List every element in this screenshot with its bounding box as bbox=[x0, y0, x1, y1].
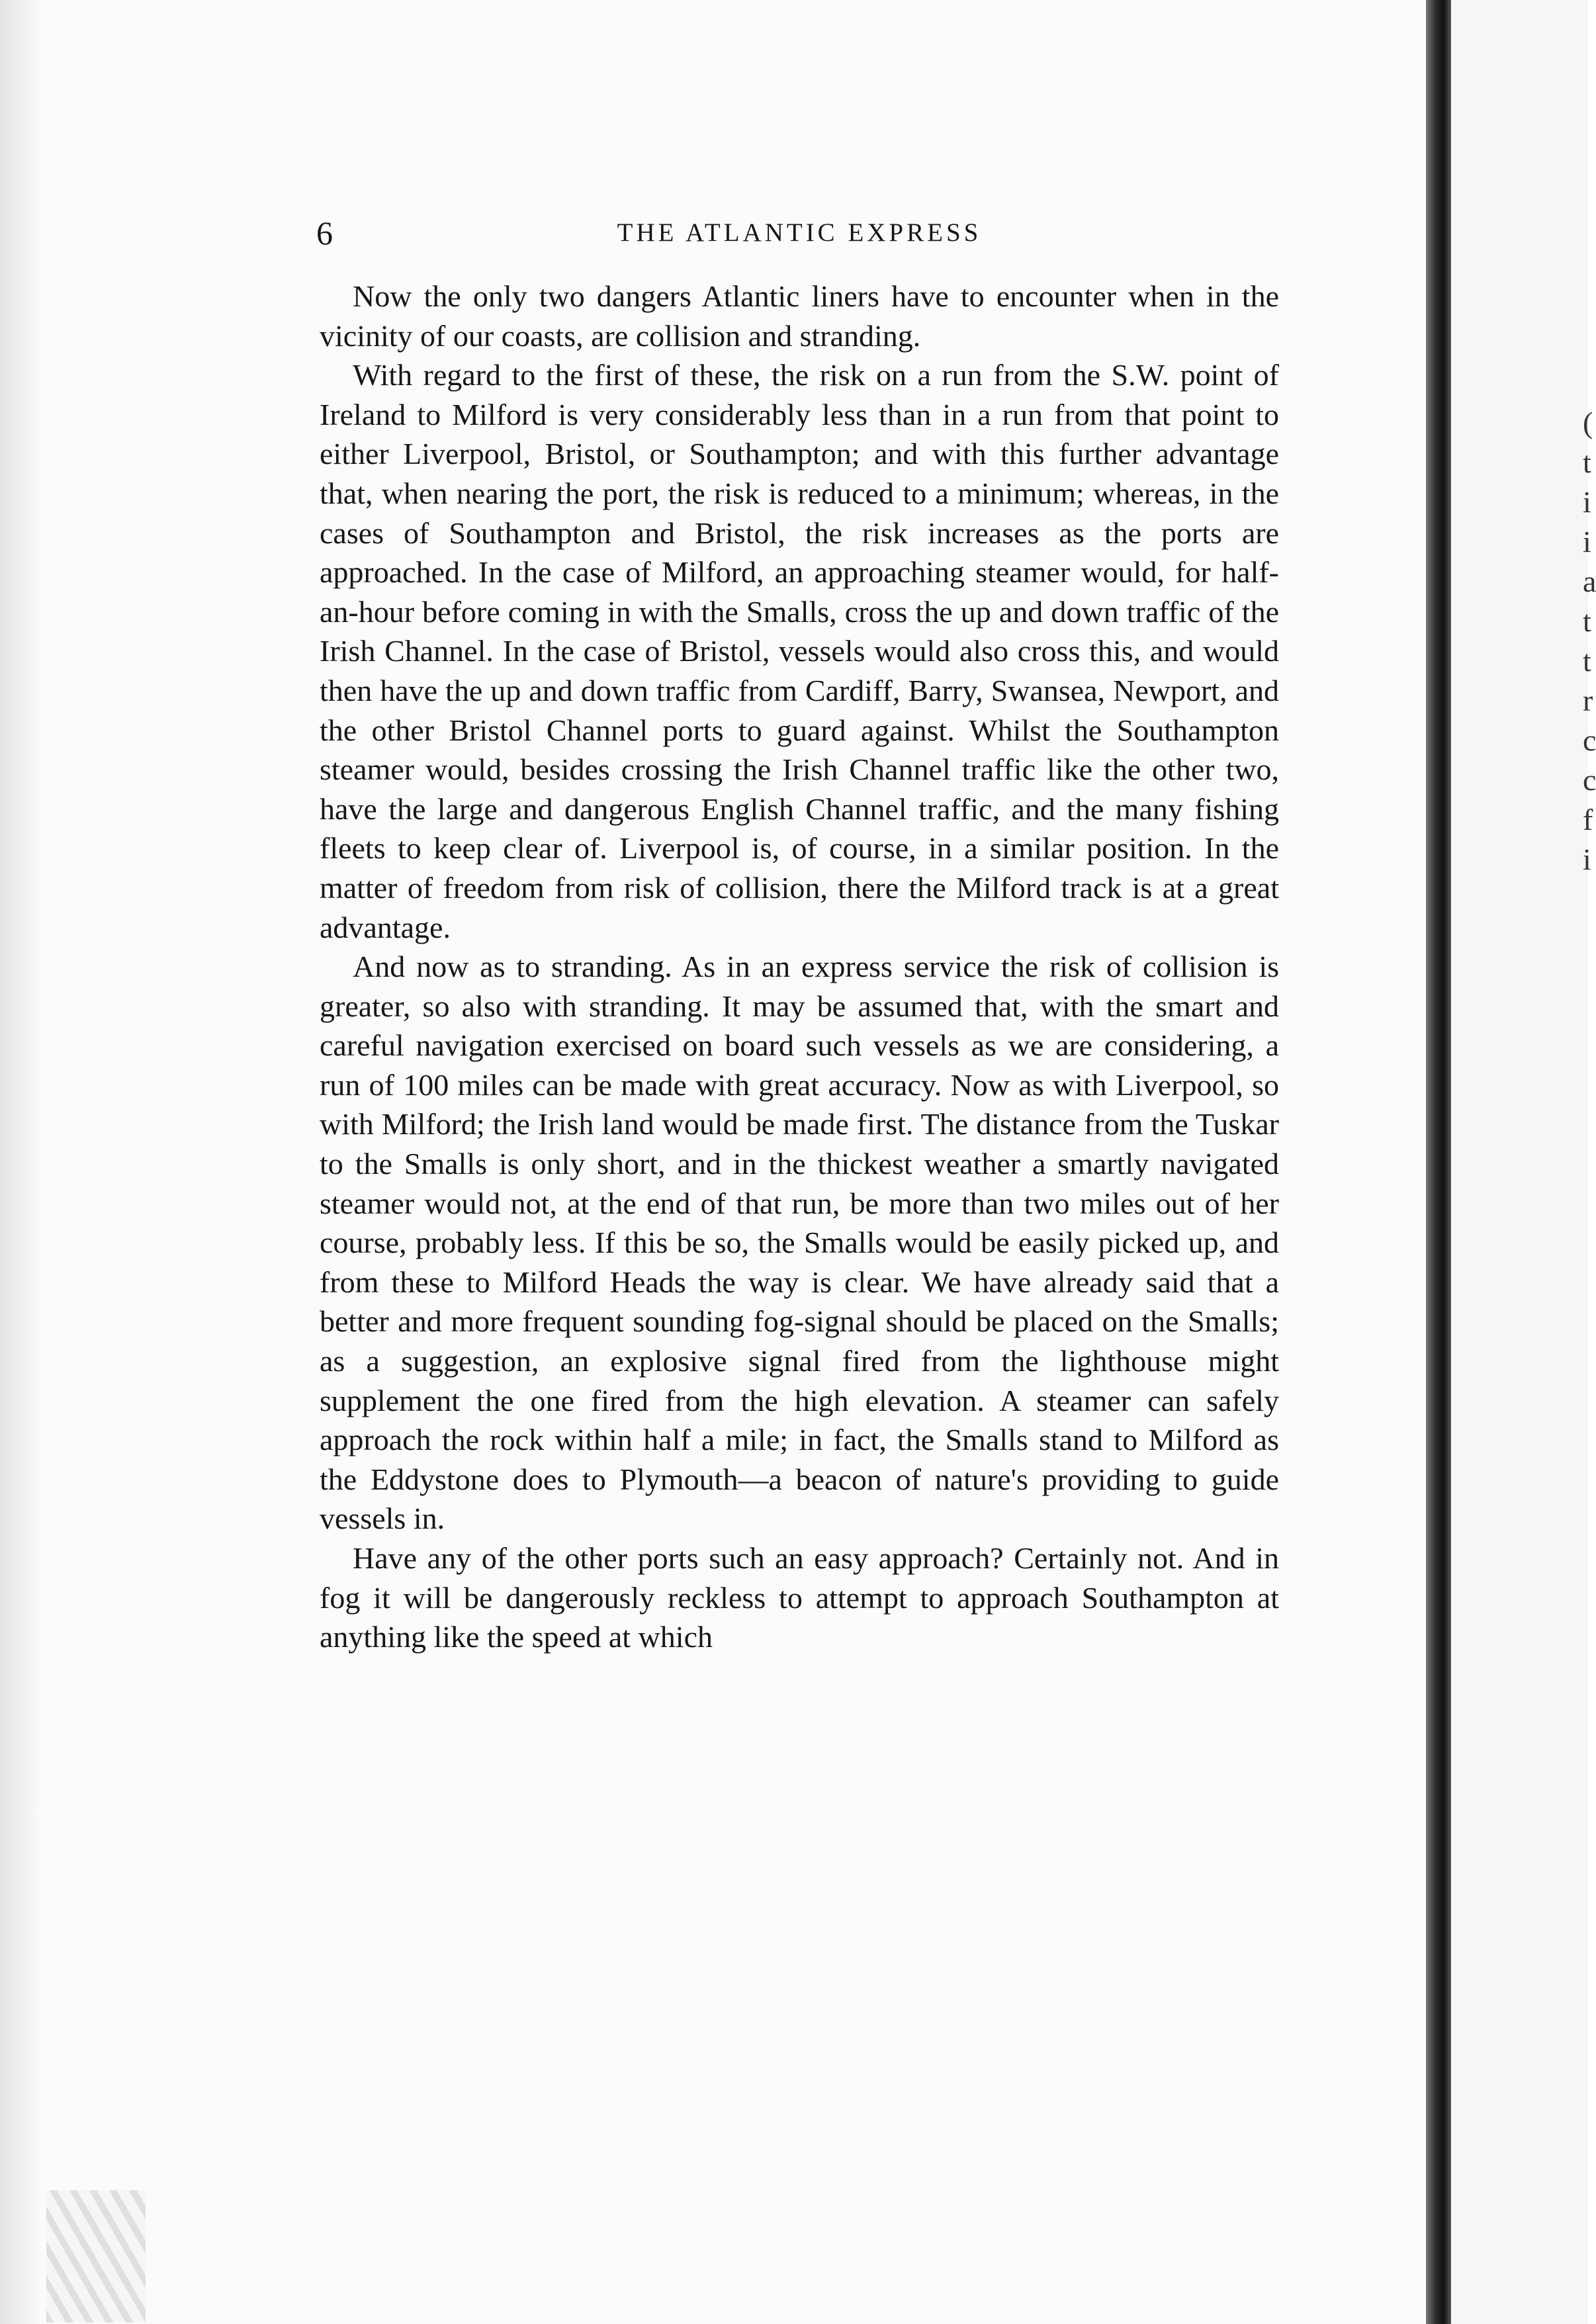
page-number: 6 bbox=[316, 214, 333, 251]
book-binding-gutter bbox=[1426, 0, 1451, 2324]
paragraph: With regard to the first of these, the risk on a run from the S.W. point of Ireland to Milford is very considerably less than in a run from that point to either Liverpool, Bristol, or Southampton; and with this further advantage that, when nearing the port, the risk is reduced to a minimum; whereas, in the cases of Southampton and Bristol, the risk increases as the ports are approached. In the case of Milford, an approaching steamer would, for half-an-hour before coming in with the Smalls, cross the up and down traffic of the Irish Channel. In the case of Bristol, vessels would also cross this, and would then have the up and down traffic from Cardiff, Barry, Swansea, Newport, and the other Bristol Channel ports to guard against. Whilst the Southampton steamer would, besides crossing the Irish Channel traffic like the other two, have the large and dangerous English Channel traffic, and the many fishing fleets to keep clear of. Liverpool is, of course, in a similar position. In the matter of freedom from risk of collision, there the Milford track is at a great advantage. bbox=[320, 358, 1279, 944]
facing-page-edge bbox=[1451, 0, 1588, 2324]
facing-page-fragment: i bbox=[1583, 842, 1591, 876]
facing-page-fragment: t bbox=[1583, 445, 1591, 479]
facing-page-fragment: c bbox=[1583, 763, 1596, 797]
body-text bbox=[320, 277, 1279, 1657]
facing-page-fragment: ( bbox=[1583, 406, 1593, 439]
facing-page-fragment: i bbox=[1583, 525, 1591, 559]
facing-page-fragment: a bbox=[1583, 564, 1596, 598]
paragraph: Have any of the other ports such an easy approach? Certainly not. And in fog it will be dangerously reckless to attempt to approach Southampton at anything like the speed at which bbox=[320, 1541, 1279, 1654]
running-title: THE ATLANTIC EXPRESS bbox=[617, 218, 982, 247]
facing-page-fragment: r bbox=[1583, 684, 1593, 717]
facing-page-fragment: i bbox=[1583, 485, 1591, 519]
left-page-margin bbox=[0, 0, 40, 2324]
facing-page-fragment: f bbox=[1583, 803, 1593, 836]
page-corner-wear bbox=[46, 2190, 146, 2323]
facing-page-fragment: t bbox=[1583, 604, 1591, 638]
paragraph: And now as to stranding. As in an express service the risk of collision is greater, so also with stranding. It may be assumed that, with the smart and careful navigation exercised on board such vessels as we are considering, a run of 100 miles can be made with great accuracy. Now as with Liverpool, so with Milford; the Irish land would be made first. The distance from the Tuskar to the Smalls is only short, and in the thickest weather a smartly navigated steamer would not, at the end of that run, be more than two miles out of her course, probably less. If this be so, the Smalls would be easily picked up, and from these to Milford Heads the way is clear. We have already said that a better and more frequent sounding fog-signal should be placed on the Smalls; as a suggestion, an explosive signal fired from the lighthouse might supplement the one fired from the high elevation. A steamer can safely approach the rock within half a mile; in fact, the Smalls stand to Milford as the Eddystone does to Plymouth—a beacon of nature's providing to guide vessels in. bbox=[320, 950, 1279, 1536]
facing-page-fragment: t bbox=[1583, 644, 1591, 678]
facing-page-fragment: c bbox=[1583, 723, 1596, 757]
running-head bbox=[316, 213, 1282, 253]
paragraph: Now the only two dangers Atlantic liners have to encounter when in the vicinity of our coasts, are collision and stranding. bbox=[320, 279, 1279, 353]
